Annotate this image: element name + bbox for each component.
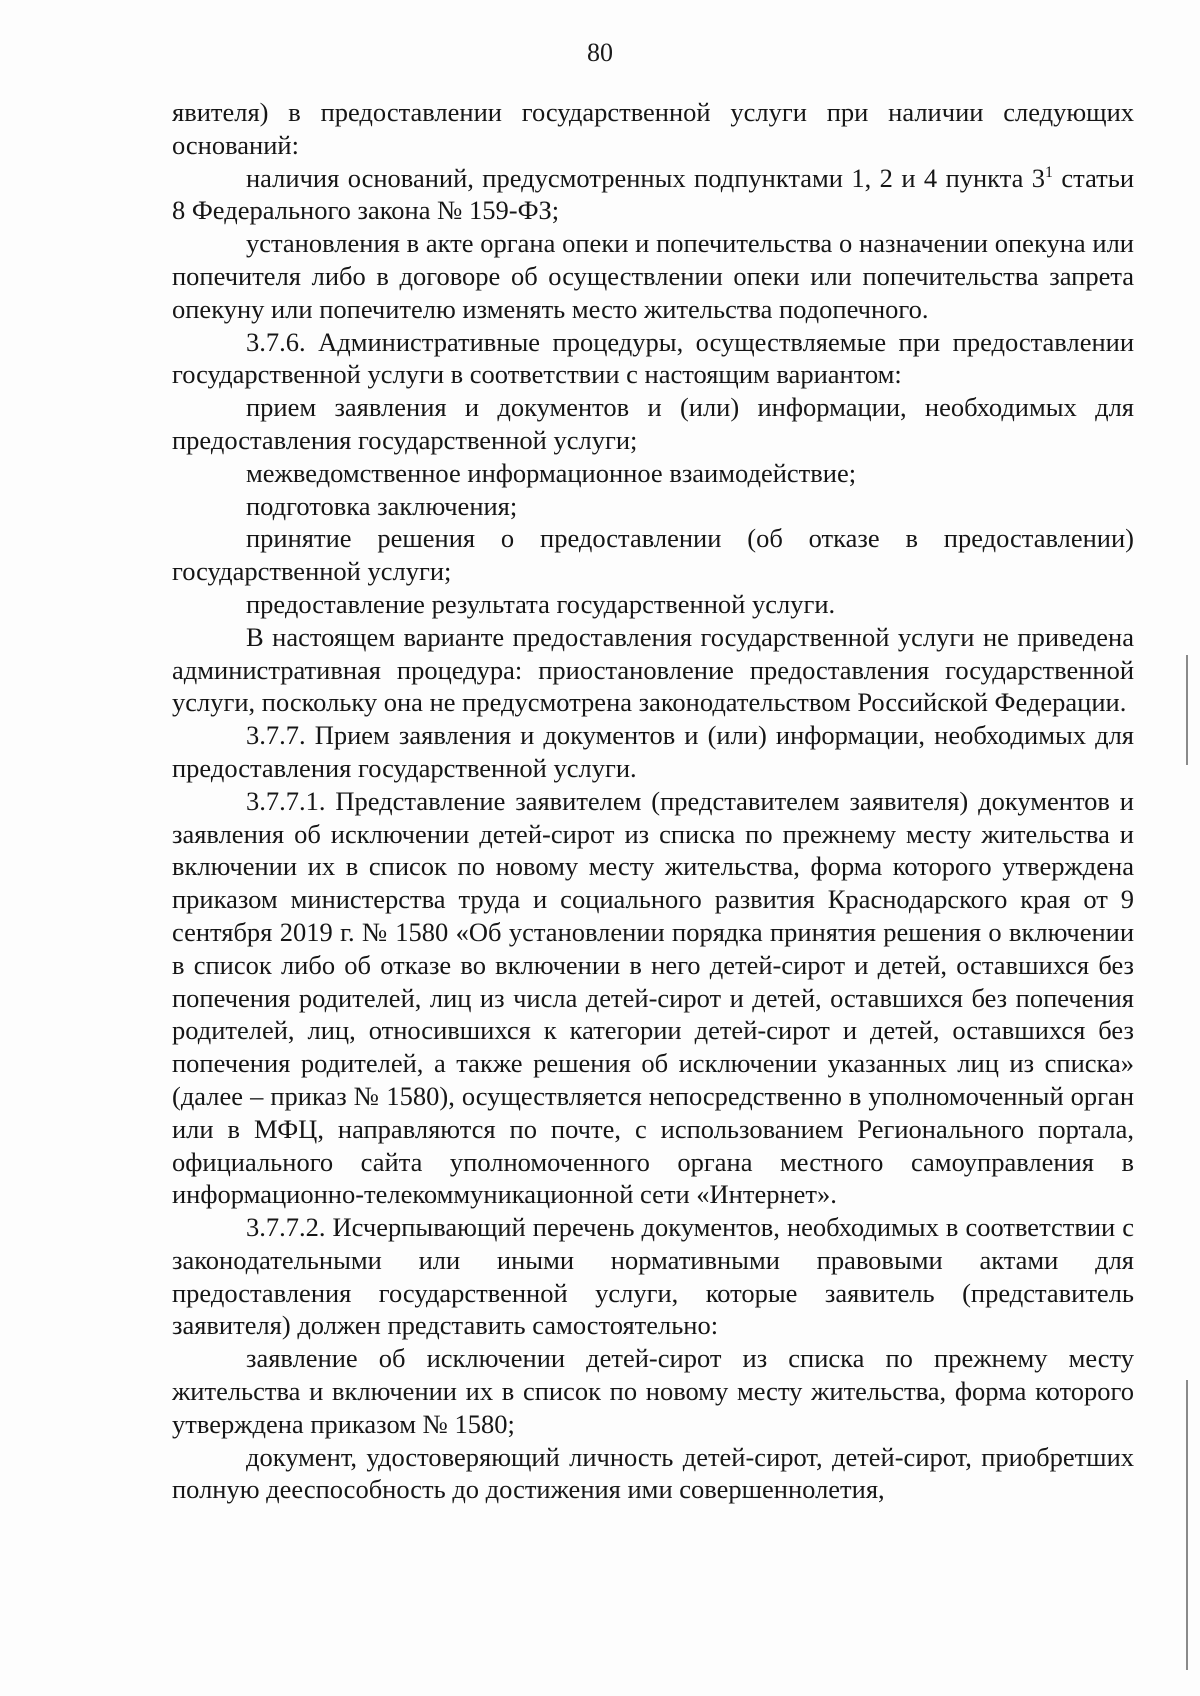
- paragraph-section-3-7-7: 3.7.7. Прием заявления и документов и (или) информации, необходимых для предоставления государственной услуги.: [172, 720, 1134, 783]
- document-body: [172, 96, 1134, 1506]
- paragraph-suspension-note: В настоящем варианте предоставления государственной услуги не приведена административная процедура: приостановление предоставления государственной услуги, поскольку она не предусмотрена законодательством Российской Федерации.: [172, 621, 1134, 718]
- paragraph-section-3-7-7-2: 3.7.7.2. Исчерпывающий перечень документов, необходимых в соответствии с законодательными или иными нормативными правовыми актами для предоставления государственной услуги, которые заявитель (представитель заявителя) должен представить самостоятельно:: [172, 1212, 1134, 1341]
- paragraph-procedure-result: предоставление результата государственной услуги.: [246, 588, 836, 619]
- paragraph-procedure-reception: прием заявления и документов и (или) информации, необходимых для предоставления государственной услуги;: [172, 392, 1134, 455]
- paragraph-grounds-item-2: установления в акте органа опеки и попечительства о назначении опекуна или попечителя либо в договоре об осуществлении опеки или попечительства запрета опекуну или попечителю изменять место жительства подопечного.: [172, 228, 1134, 324]
- scan-edge-line: [1186, 655, 1188, 765]
- scan-edge-line: [1186, 1380, 1188, 1670]
- paragraph-procedure-decision: принятие решения о предоставлении (об отказе в предоставлении) государственной услуги;: [172, 523, 1134, 587]
- paragraph-document-identity: документ, удостоверяющий личность детей-сирот, детей-сирот, приобретших полную дееспособность до достижения ими совершеннолетия,: [172, 1441, 1134, 1505]
- superscript: 1: [1045, 163, 1053, 181]
- paragraph-grounds-item-1: наличия оснований, предусмотренных подпунктами 1, 2 и 4 пункта $3^1$ статьи 8 Федерального закона № 159-ФЗ;: [172, 162, 1135, 226]
- paragraph-section-3-7-6: 3.7.6. Административные процедуры, осуществляемые при предоставлении государственной услуги в соответствии с настоящим вариантом:: [172, 326, 1134, 390]
- paragraph-section-3-7-7-1: 3.7.7.1. Представление заявителем (представителем заявителя) документов и заявления об исключении детей-сирот из списка по прежнему месту жительства и включении их в список по новому месту жительства, форма которого утверждена приказом министерства труда и социального развития Краснодарского края от 9 сентября 2019 г. № 1580 «Об установлении порядка принятия решения о включении в список либо об отказе во включении в него детей-сирот и детей, оставшихся без попечения родителей, лиц из числа детей-сирот и детей, оставшихся без попечения родителей, лиц, относившихся к категории детей-сирот и детей, оставшихся без попечения родителей, а также решения об исключении указанных лиц из списка» (далее – приказ № 1580), осуществляется непосредственно в уполномоченный орган или в МФЦ, направляются по почте, с использованием Регионального портала, официального сайта уполномоченного органа местного самоуправления в информационно-телекоммуникационной сети «Интернет».: [172, 785, 1134, 1210]
- page-number: 80: [587, 38, 613, 67]
- paragraph-procedure-conclusion: подготовка заключения;: [246, 490, 518, 521]
- paragraph-document-application: заявление об исключении детей-сирот из списка по прежнему месту жительства и включении их в список по новому месту жительства, форма которого утверждена приказом № 1580;: [172, 1343, 1134, 1439]
- paragraph-procedure-interagency: межведомственное информационное взаимодействие;: [246, 457, 857, 488]
- paragraph-continuation: явителя) в предоставлении государственной услуги при наличии следующих оснований:: [172, 97, 1134, 160]
